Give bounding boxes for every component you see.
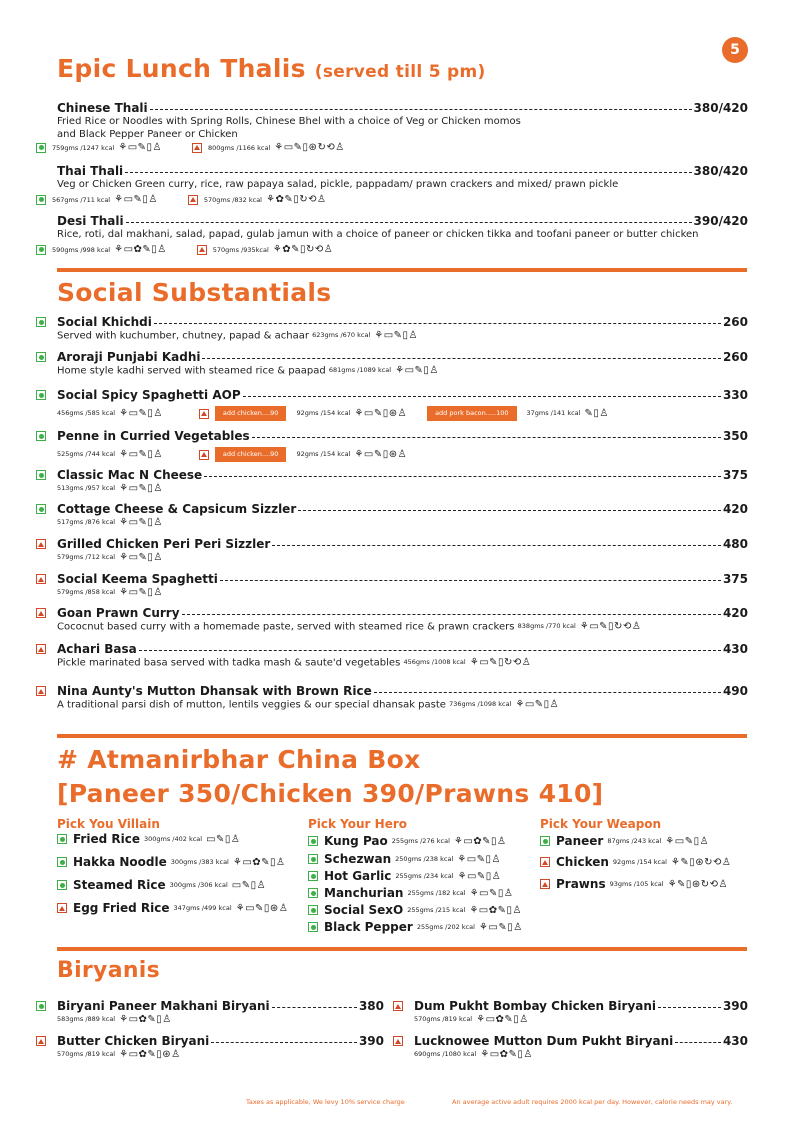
veg-icon [36, 390, 46, 400]
nonveg-icon [540, 857, 550, 867]
nonveg-nutrition: 570gms /935kcal [212, 245, 269, 254]
item-description: Home style kadhi served with steamed rice & paapad [57, 365, 326, 377]
allergen-icons: ⚘▭✿✎▯♙ [469, 904, 522, 916]
veg-icon [36, 195, 46, 205]
nonveg-icon [540, 879, 550, 889]
item-name: Achari Basa [57, 642, 137, 656]
option-name: Social SexO [324, 903, 404, 917]
veg-icon [36, 352, 46, 362]
option-nutrition: 255gms /202 kcal [416, 923, 475, 931]
item-nutrition: 690gms /1080 kcal [414, 1050, 477, 1058]
nonveg-icon [36, 1036, 46, 1046]
option-nutrition: 93gms /105 kcal [609, 880, 664, 888]
leader-dots [182, 614, 721, 615]
leader-dots [298, 510, 721, 511]
allergen-icons: ▭✎▯♙ [206, 833, 241, 845]
nonveg-icon [36, 686, 46, 696]
veg-icon [57, 834, 67, 844]
leader-dots [675, 1042, 721, 1043]
option-nutrition: 255gms /234 kcal [395, 872, 454, 880]
thalis-section-title [57, 54, 486, 83]
item-description: Fried Rice or Noodles with Spring Rolls, Chinese Bhel with a choice of Veg or Chicken momos [57, 116, 521, 127]
item-description: Cococnut based curry with a homemade paste, served with steamed rice & prawn crackers [57, 621, 515, 633]
menu-item-lucknowee-mutton-biryani [393, 1034, 748, 1062]
allergen-icons: ⚘▭✎▯⊛♙ [235, 902, 289, 914]
allergen-icons: ⚘▭✿✎▯♙ [119, 1014, 172, 1025]
item-nutrition: 583gms /889 kcal [57, 1015, 116, 1023]
option-name: Chicken [556, 855, 609, 869]
option-hakka-noodle [57, 855, 286, 869]
allergen-icons: ⚘▭✎▯♙ [114, 194, 158, 205]
veg-icon [36, 470, 46, 480]
allergen-icons: ⚘▭✎▯♙ [119, 449, 163, 460]
addon-nutrition: 92gms /154 kcal [296, 409, 351, 417]
nonveg-icon [199, 409, 209, 419]
menu-item-mutton-dhansak [36, 684, 748, 712]
leader-dots [211, 1042, 357, 1043]
option-name: Fried Rice [73, 832, 140, 846]
allergen-icons: ⚘▭✎▯♙ [469, 887, 514, 899]
addon-bacon-badge: add pork bacon.....100 [427, 406, 516, 421]
option-name: Kung Pao [324, 834, 388, 848]
item-price: 380/420 [693, 101, 748, 115]
allergen-icons: ⚘▭✎▯♙ [665, 835, 710, 847]
allergen-icons: ⚘▭✿✎▯⊛♙ [119, 1049, 181, 1060]
item-nutrition: 623gms /670 kcal [312, 331, 371, 339]
menu-item-keema-spaghetti [36, 572, 748, 600]
option-prawns [540, 877, 728, 891]
thalis-subtitle: (served till 5 pm) [314, 62, 486, 82]
option-nutrition: 87gms /243 kcal [607, 837, 662, 845]
option-nutrition: 300gms /402 kcal [143, 835, 203, 843]
menu-item-social-khichdi [36, 315, 748, 343]
veg-icon [36, 317, 46, 327]
leader-dots [272, 1007, 357, 1008]
allergen-icons: ⚘▭✎▯♙ [119, 483, 163, 494]
option-chicken [540, 855, 731, 869]
option-kung-pao [308, 834, 507, 848]
allergen-icons: ⚘✿✎▯↻⟲♙ [272, 244, 334, 255]
weapon-column-title: Pick Your Weapon [540, 817, 662, 831]
leader-dots [150, 109, 692, 110]
item-description: A traditional parsi dish of mutton, lentils veggies & our special dhansak paste [57, 699, 446, 711]
veg-icon [308, 905, 318, 915]
veg-icon [57, 880, 67, 890]
option-nutrition: 300gms /383 kcal [170, 858, 229, 866]
item-nutrition: 579gms /712 kcal [57, 553, 116, 561]
allergen-icons: ⚘▭✎▯⊛♙ [354, 408, 408, 419]
option-paneer [540, 834, 709, 848]
china-title: # Atmanirbhar China Box [57, 745, 421, 774]
menu-item-peri-peri-sizzler [36, 537, 748, 565]
option-name: Hakka Noodle [73, 855, 167, 869]
item-nutrition: 570gms /819 kcal [414, 1015, 473, 1023]
menu-item-bombay-chicken-biryani [393, 999, 748, 1027]
item-price: 380/420 [693, 164, 748, 178]
allergen-icons: ⚘▭✿✎▯♙ [114, 244, 167, 255]
option-nutrition: 92gms /154 kcal [612, 858, 667, 866]
allergen-icons: ⚘▭✎▯↻⟲♙ [469, 657, 532, 668]
allergen-icons: ⚘▭✎▯♙ [457, 870, 502, 882]
allergen-icons: ▭✎▯♙ [231, 879, 267, 891]
menu-item-chinese-thali [36, 101, 748, 153]
villain-column-title: Pick You Villain [57, 817, 160, 831]
leader-dots [272, 545, 721, 546]
option-social-sexo [308, 903, 522, 917]
veg-icon [36, 1001, 46, 1011]
veg-icon [36, 143, 46, 153]
option-name: Manchurian [324, 886, 404, 900]
nonveg-icon [197, 245, 207, 255]
menu-item-spicy-spaghetti [36, 388, 748, 421]
item-description: Rice, roti, dal makhani, salad, papad, gulab jamun with a choice of paneer or chicken tikka and toofani paneer or butter chicken [57, 229, 699, 240]
item-name: Dum Pukht Bombay Chicken Biryani [414, 999, 657, 1013]
menu-item-desi-thali [36, 214, 748, 255]
nonveg-icon [393, 1036, 403, 1046]
menu-item-thai-thali [36, 164, 748, 205]
item-price: 375 [722, 468, 748, 482]
veg-icon [540, 836, 550, 846]
item-price: 480 [722, 537, 748, 551]
allergen-icons: ⚘▭✿✎▯♙ [232, 856, 286, 868]
item-nutrition: 681gms /1089 kcal [328, 366, 392, 374]
item-price: 350 [722, 429, 748, 443]
nonveg-icon [192, 143, 202, 153]
addon-chicken-badge: add chicken....90 [215, 406, 287, 421]
item-nutrition: 838gms /770 kcal [517, 622, 576, 630]
item-description: Veg or Chicken Green curry, rice, raw papaya salad, pickle, pappadam/ prawn crackers and mixed/ prawn pickle [57, 179, 619, 190]
option-name: Hot Garlic [324, 869, 392, 883]
nonveg-icon [393, 1001, 403, 1011]
item-name: Cottage Cheese & Capsicum Sizzler [57, 502, 297, 516]
veg-icon [308, 854, 318, 864]
leader-dots [204, 476, 721, 477]
option-name: Prawns [556, 877, 606, 891]
nonveg-nutrition: 570gms /832 kcal [203, 195, 262, 204]
leader-dots [658, 1007, 721, 1008]
item-name: Social Khichdi [57, 315, 152, 329]
allergen-icons: ⚘▭✎▯⊛♙ [354, 449, 408, 460]
item-price: 420 [722, 606, 748, 620]
option-schezwan [308, 852, 501, 866]
veg-icon [57, 857, 67, 867]
item-description-2: and Black Pepper Paneer or Chicken [57, 129, 238, 140]
allergen-icons: ⚘▭✿✎▯♙ [480, 1049, 533, 1060]
allergen-icons: ⚘▭✎▯⊛↻⟲♙ [274, 142, 345, 153]
leader-dots [154, 323, 721, 324]
allergen-icons: ⚘▭✎▯↻⟲♙ [579, 621, 642, 632]
allergen-icons: ⚘▭✎▯♙ [119, 408, 163, 419]
item-price: 390 [358, 1034, 384, 1048]
item-name: Classic Mac N Cheese [57, 468, 203, 482]
item-price: 430 [722, 642, 748, 656]
leader-dots [139, 650, 721, 651]
menu-item-punjabi-kadhi [36, 350, 748, 378]
allergen-icons: ⚘▭✿✎▯♙ [453, 835, 507, 847]
option-name: Paneer [556, 834, 604, 848]
leader-dots [126, 222, 692, 223]
item-price: 420 [722, 502, 748, 516]
allergen-icons: ⚘▭✎▯♙ [118, 142, 163, 153]
allergen-icons: ✎▯♙ [584, 408, 609, 419]
veg-icon [36, 504, 46, 514]
nonveg-icon [36, 608, 46, 618]
option-nutrition: 300gms /306 kcal [169, 881, 228, 889]
item-name: Chinese Thali [57, 101, 148, 115]
footer-calorie-note: An average active adult requires 2000 kcal per day. However, calorie needs may vary. [452, 1098, 733, 1106]
item-name: Desi Thali [57, 214, 124, 228]
item-price: 390/420 [693, 214, 748, 228]
option-nutrition: 255gms /215 kcal [407, 906, 466, 914]
option-hot-garlic [308, 869, 501, 883]
item-price: 430 [722, 1034, 748, 1048]
allergen-icons: ⚘✎▯⊛↻⟲♙ [667, 878, 729, 890]
item-name: Goan Prawn Curry [57, 606, 180, 620]
menu-item-goan-prawn-curry [36, 606, 748, 634]
nonveg-icon [36, 539, 46, 549]
option-nutrition: 255gms /182 kcal [407, 889, 466, 897]
veg-icon [36, 431, 46, 441]
nonveg-icon [199, 450, 209, 460]
thalis-title: Epic Lunch Thalis [57, 54, 306, 83]
veg-icon [36, 245, 46, 255]
veg-icon [308, 888, 318, 898]
hero-column-title: Pick Your Hero [308, 817, 407, 831]
item-name: Thai Thali [57, 164, 124, 178]
allergen-icons: ⚘▭✿✎▯♙ [476, 1014, 529, 1025]
china-section-title [57, 743, 603, 811]
allergen-icons: ⚘▭✎▯♙ [119, 587, 163, 598]
veg-nutrition: 759gms /1247 kcal [52, 143, 115, 152]
page-number-badge: 5 [722, 37, 748, 63]
leader-dots [243, 396, 721, 397]
item-price: 260 [722, 315, 748, 329]
option-name: Steamed Rice [73, 878, 166, 892]
biryanis-section-title: Biryanis [57, 958, 161, 983]
section-divider [57, 268, 747, 272]
menu-item-achari-basa [36, 642, 748, 670]
addon-chicken-badge: add chicken....90 [215, 447, 287, 462]
veg-icon [308, 836, 318, 846]
item-name: Butter Chicken Biryani [57, 1034, 210, 1048]
item-name: Lucknowee Mutton Dum Pukht Biryani [414, 1034, 674, 1048]
item-name: Biryani Paneer Makhani Biryani [57, 999, 270, 1013]
leader-dots [374, 692, 721, 693]
item-price: 330 [722, 388, 748, 402]
nonveg-nutrition: 800gms /1166 kcal [208, 143, 271, 152]
section-divider [57, 734, 747, 738]
item-name: Social Spicy Spaghetti AOP [57, 388, 241, 402]
option-nutrition: 347gms /499 kcal [173, 904, 232, 912]
leader-dots [220, 580, 721, 581]
menu-item-paneer-makhani-biryani [36, 999, 384, 1027]
item-nutrition: 525gms /744 kcal [57, 450, 116, 458]
option-manchurian [308, 886, 513, 900]
addon-nutrition: 92gms /154 kcal [296, 450, 351, 458]
allergen-icons: ⚘▭✎▯♙ [478, 921, 523, 933]
option-black-pepper [308, 920, 523, 934]
veg-icon [308, 922, 318, 932]
item-description: Served with kuchumber, chutney, papad & achaar [57, 330, 309, 342]
option-name: Egg Fried Rice [73, 901, 170, 915]
allergen-icons: ⚘▭✎▯♙ [119, 552, 163, 563]
item-nutrition: 736gms /1098 kcal [449, 700, 512, 708]
footer-tax-note: Taxes as applicable, We levy 10% service charge [246, 1098, 405, 1106]
allergen-icons: ⚘✿✎▯↻⟲♙ [265, 194, 327, 205]
option-steamed-rice [57, 878, 266, 892]
menu-item-butter-chicken-biryani [36, 1034, 384, 1062]
section-divider [57, 947, 747, 951]
item-nutrition: 517gms /876 kcal [57, 518, 116, 526]
substantials-section-title: Social Substantials [57, 278, 332, 307]
item-nutrition: 456gms /585 kcal [57, 409, 116, 417]
item-description: Pickle marinated basa served with tadka mash & saute'd vegetables [57, 657, 401, 669]
menu-item-mac-n-cheese [36, 468, 748, 496]
addon-nutrition: 37gms /141 kcal [526, 409, 581, 417]
option-nutrition: 250gms /238 kcal [395, 855, 454, 863]
china-prices: [Paneer 350/Chicken 390/Prawns 410] [57, 779, 604, 808]
option-egg-fried-rice [57, 901, 288, 915]
item-name: Grilled Chicken Peri Peri Sizzler [57, 537, 271, 551]
option-name: Schezwan [324, 852, 392, 866]
nonveg-icon [36, 574, 46, 584]
item-price: 380 [358, 999, 384, 1013]
item-nutrition: 456gms /1008 kcal [403, 658, 466, 666]
item-name: Aroraji Punjabi Kadhi [57, 350, 201, 364]
leader-dots [252, 437, 721, 438]
item-price: 260 [722, 350, 748, 364]
allergen-icons: ⚘▭✎▯♙ [119, 517, 163, 528]
veg-nutrition: 590gms /998 kcal [52, 245, 111, 254]
leader-dots [202, 358, 720, 359]
allergen-icons: ⚘✎▯⊛↻⟲♙ [670, 856, 732, 868]
item-nutrition: 513gms /957 kcal [57, 484, 116, 492]
option-fried-rice [57, 832, 240, 846]
menu-item-penne [36, 429, 748, 462]
item-price: 375 [722, 572, 748, 586]
nonveg-icon [57, 903, 67, 913]
allergen-icons: ⚘▭✎▯♙ [395, 365, 439, 376]
item-name: Penne in Curried Vegetables [57, 429, 250, 443]
allergen-icons: ⚘▭✎▯♙ [457, 853, 502, 865]
item-nutrition: 579gms /858 kcal [57, 588, 116, 596]
item-price: 490 [722, 684, 748, 698]
item-nutrition: 570gms /819 kcal [57, 1050, 116, 1058]
item-name: Nina Aunty's Mutton Dhansak with Brown Rice [57, 684, 372, 698]
veg-icon [308, 871, 318, 881]
nonveg-icon [188, 195, 198, 205]
option-name: Black Pepper [324, 920, 413, 934]
nonveg-icon [36, 644, 46, 654]
veg-nutrition: 567gms /711 kcal [52, 195, 111, 204]
option-nutrition: 255gms /276 kcal [391, 837, 450, 845]
allergen-icons: ⚘▭✎▯♙ [515, 699, 560, 710]
item-price: 390 [722, 999, 748, 1013]
allergen-icons: ⚘▭✎▯♙ [374, 330, 419, 341]
menu-item-cottage-cheese-sizzler [36, 502, 748, 530]
leader-dots [125, 172, 691, 173]
item-name: Social Keema Spaghetti [57, 572, 218, 586]
